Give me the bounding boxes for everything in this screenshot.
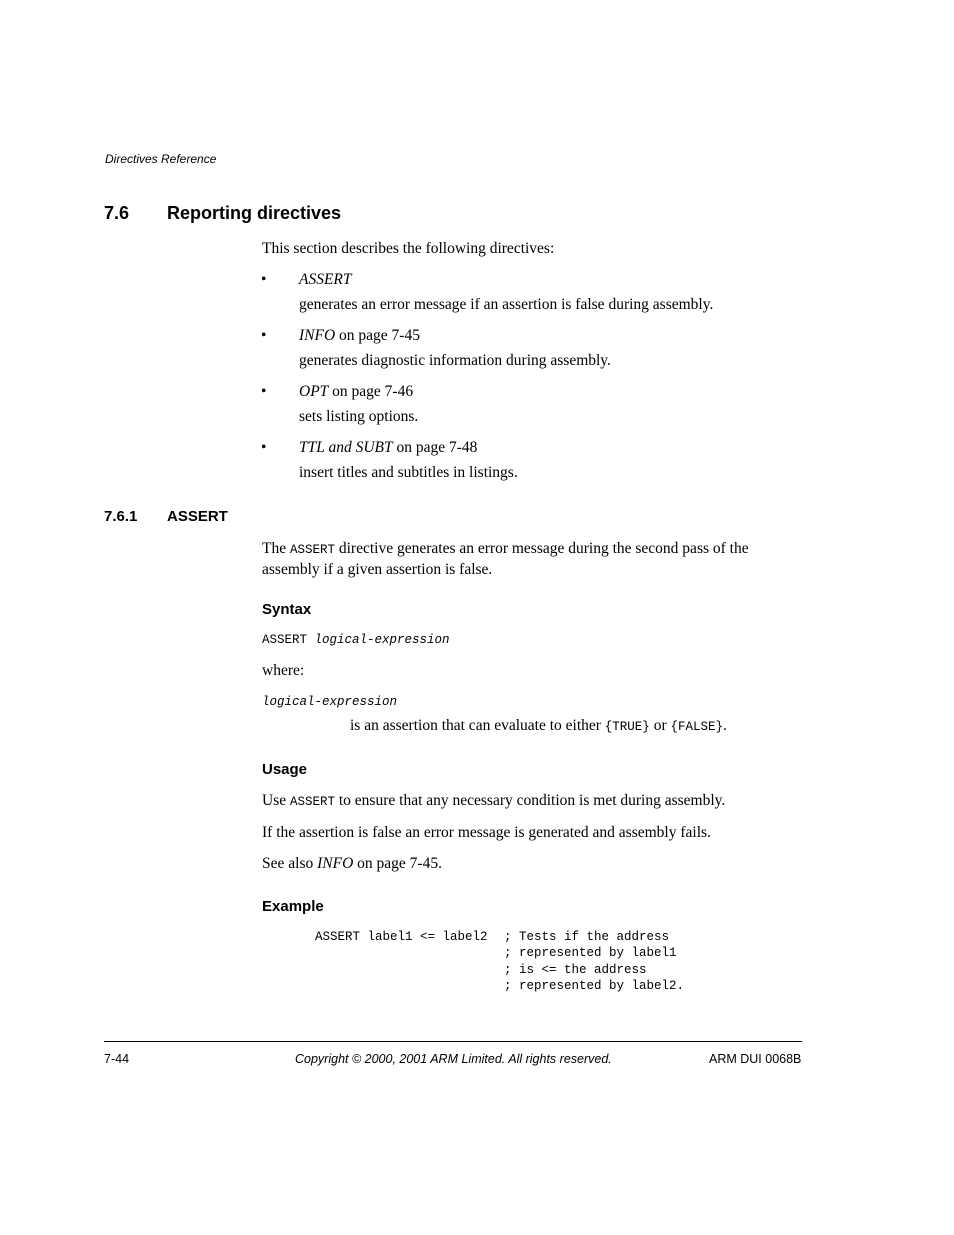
section-intro: This section describes the following directives: (262, 240, 555, 257)
bullet-marker: • (261, 327, 267, 344)
code-assert: ASSERT (289, 795, 335, 809)
bullet-suffix: on page 7-45 (335, 327, 420, 344)
link-opt[interactable]: OPT (299, 383, 329, 400)
example-heading: Example (262, 898, 324, 915)
bullet-marker: • (261, 271, 267, 288)
usage-heading: Usage (262, 761, 308, 778)
parameter-name: logical-expression (262, 695, 398, 709)
syntax-argument: logical-expression (314, 633, 450, 647)
example-comment: ; is <= the address (504, 963, 647, 977)
copyright-notice: Copyright © 2000, 2001 ARM Limited. All rights reserved. (295, 1052, 612, 1066)
parameter-description: is an assertion that can evaluate to either {TRUE} or {FALSE}. (350, 717, 727, 734)
bullet-description: generates diagnostic information during assembly. (299, 352, 611, 369)
running-header: Directives Reference (105, 152, 217, 166)
usage-paragraph-1: Use ASSERT to ensure that any necessary condition is met during assembly. (262, 792, 726, 809)
syntax-heading: Syntax (262, 601, 312, 618)
subsection-description: The ASSERT directive generates an error message during the second pass of the assembly if a given assertion is false. (262, 540, 749, 578)
bullet-description: generates an error message if an assertion is false during assembly. (299, 296, 714, 313)
link-ttl-subt[interactable]: TTL and SUBT (299, 439, 393, 456)
where-label: where: (262, 662, 305, 679)
example-comment: ; Tests if the address (504, 930, 670, 944)
subsection-title: ASSERT (167, 508, 228, 525)
link-assert[interactable]: ASSERT (299, 271, 352, 288)
bullet-item-info (299, 327, 420, 345)
page-number: 7-44 (104, 1052, 130, 1066)
section-title: Reporting directives (167, 203, 342, 223)
document-id: ARM DUI 0068B (709, 1052, 802, 1066)
footer-rule (104, 1041, 802, 1042)
example-comment: ; represented by label1 (504, 946, 677, 960)
bullet-suffix: on page 7-46 (328, 383, 414, 400)
bullet-suffix: on page 7-48 (392, 439, 478, 456)
bullet-marker: • (261, 439, 267, 456)
link-info[interactable]: INFO (299, 327, 336, 344)
code-true: {TRUE} (604, 720, 650, 734)
syntax-keyword: ASSERT (262, 633, 315, 647)
bullet-item-assert (299, 271, 352, 289)
code-false: {FALSE} (670, 720, 723, 734)
example-comment: ; represented by label2. (504, 979, 685, 993)
section-number: 7.6 (104, 203, 130, 223)
bullet-description: sets listing options. (299, 408, 419, 425)
link-info[interactable]: INFO (317, 855, 354, 872)
usage-paragraph-2: If the assertion is false an error message is generated and assembly fails. (262, 824, 711, 841)
subsection-number: 7.6.1 (104, 508, 138, 525)
example-code-line: ASSERT label1 <= label2 (315, 930, 488, 944)
bullet-description: insert titles and subtitles in listings. (299, 464, 518, 481)
syntax-code (262, 633, 450, 647)
usage-paragraph-3: See also INFO on page 7-45. (262, 855, 442, 872)
bullet-item-ttl-subt (299, 439, 477, 457)
bullet-item-opt (299, 383, 413, 401)
code-assert: ASSERT (289, 543, 335, 557)
bullet-marker: • (261, 383, 267, 400)
